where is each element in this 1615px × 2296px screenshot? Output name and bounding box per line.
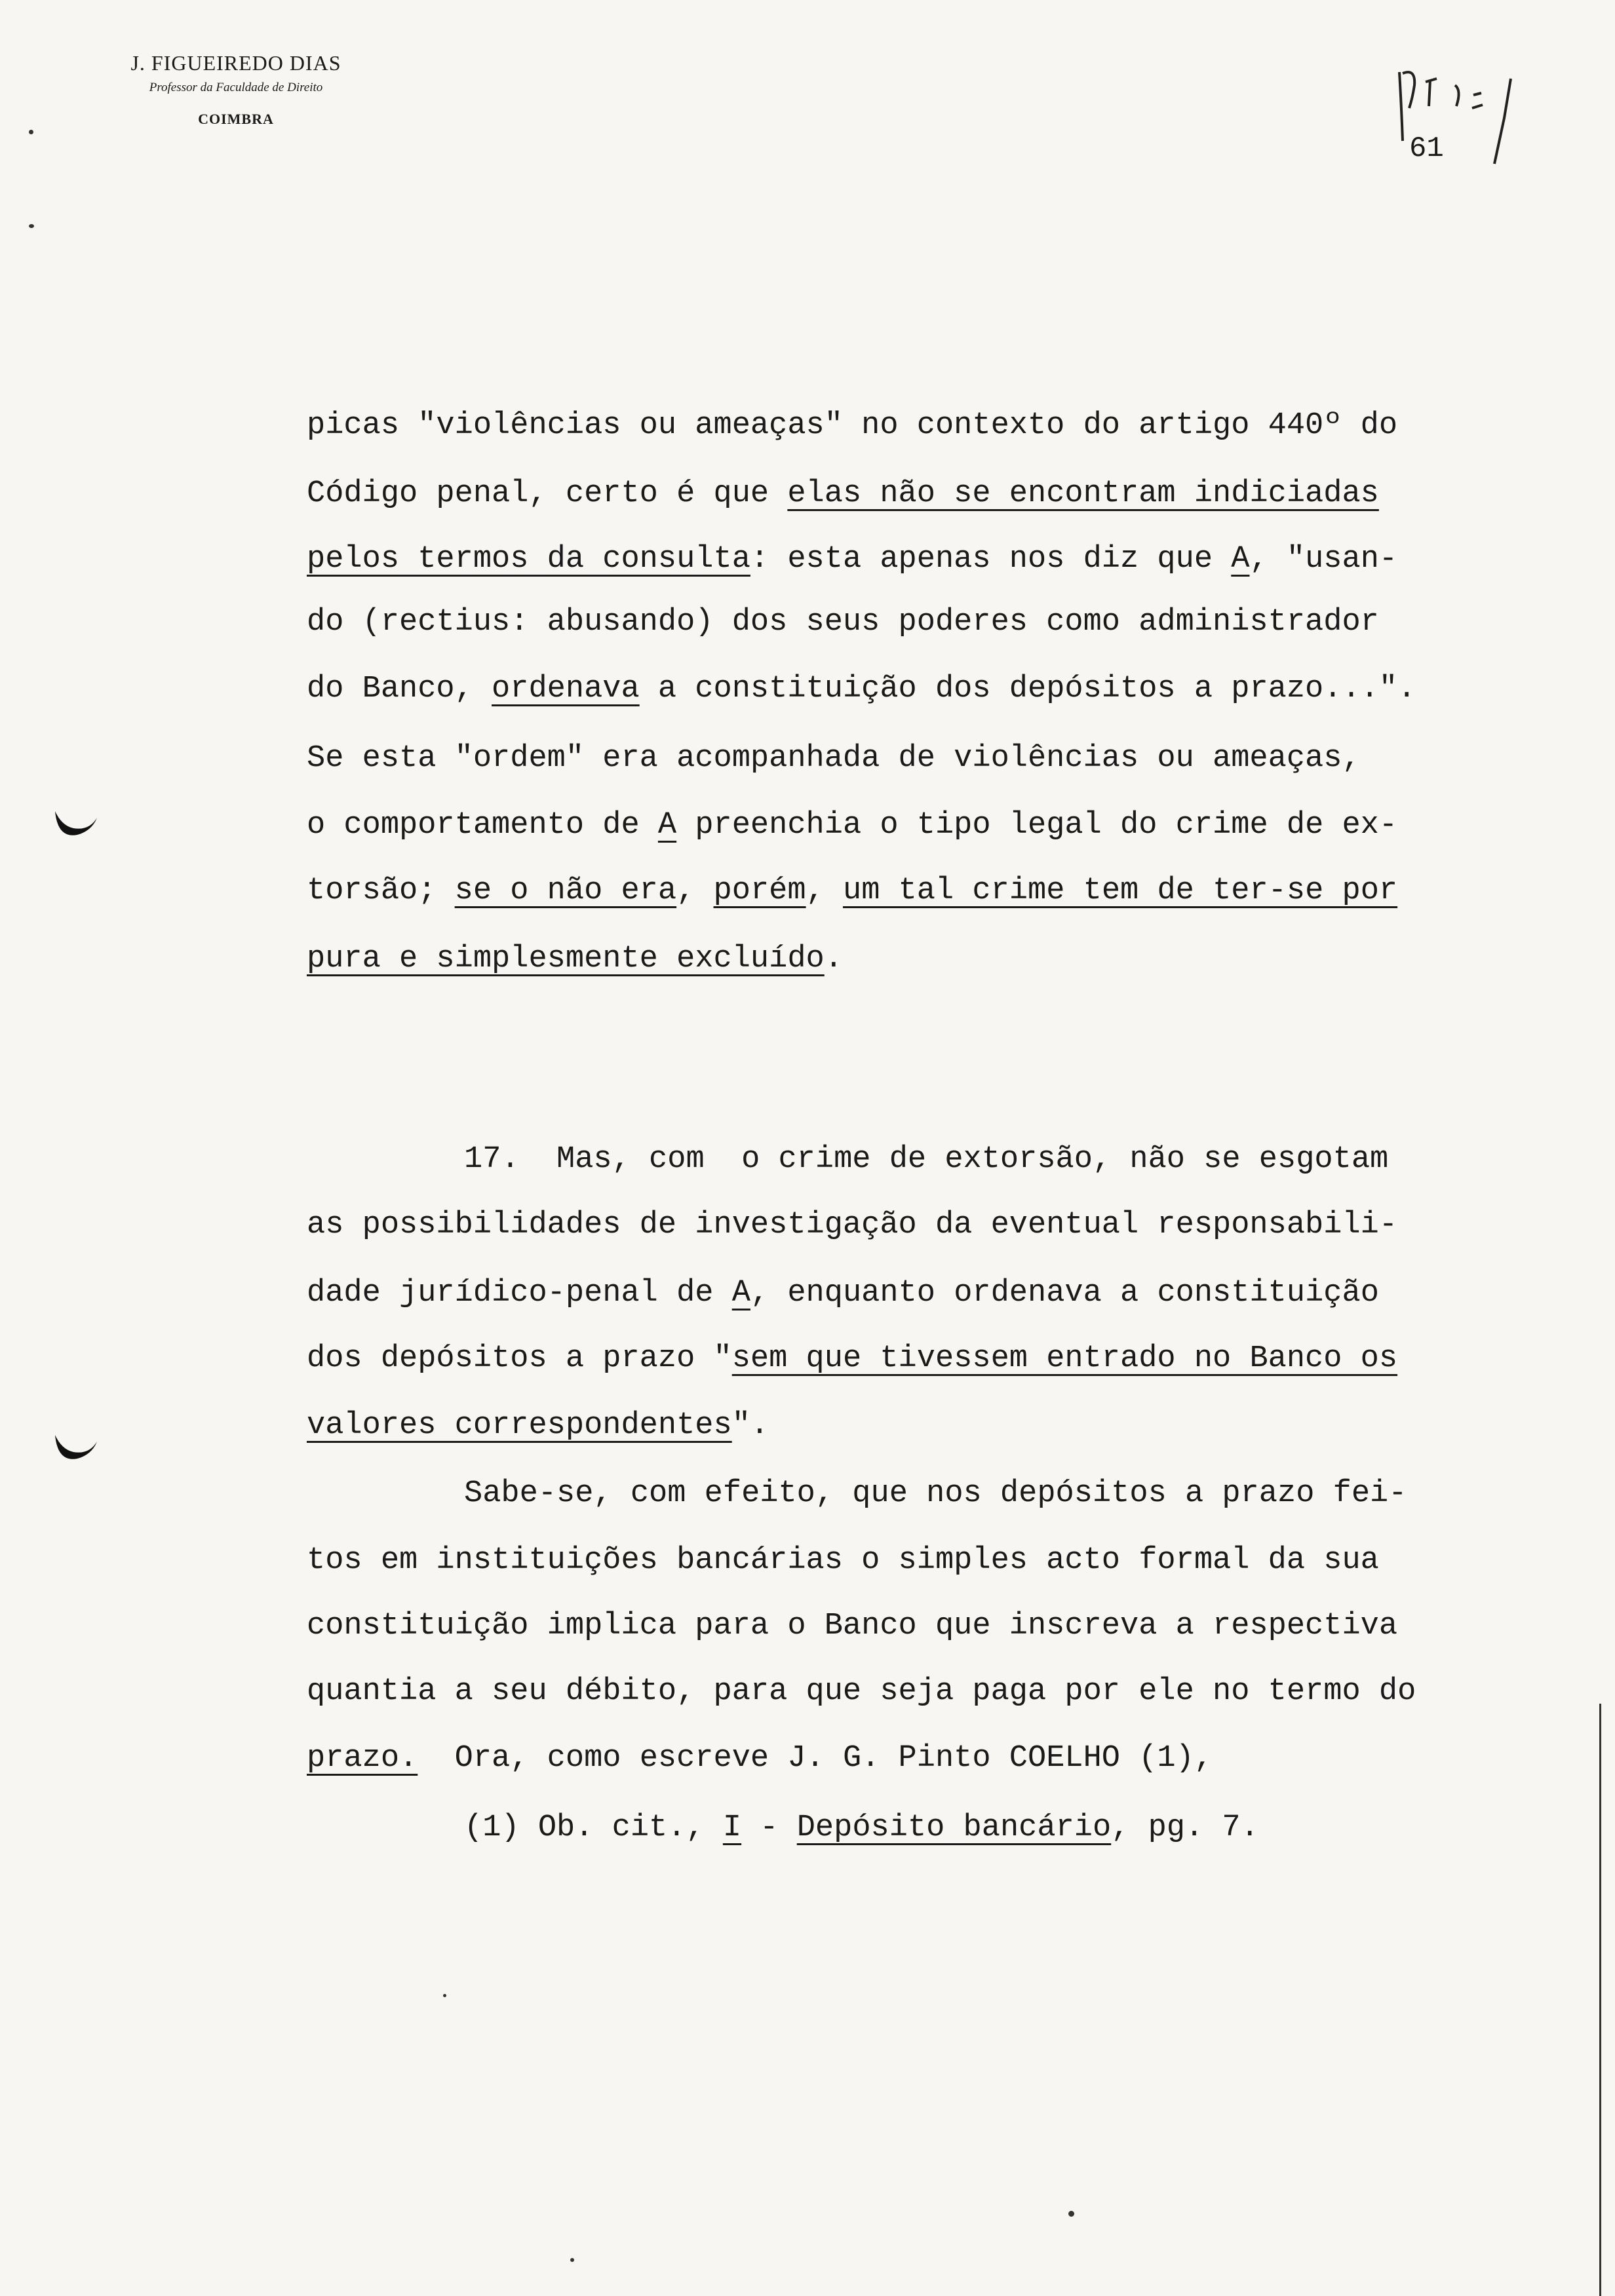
text-line: picas "violências ou ameaças" no contexto do artigo 440º do — [307, 408, 1398, 443]
text-line: valores correspondentes". — [307, 1408, 769, 1443]
text-line: Sabe-se, com efeito, que nos depósitos a prazo fei- — [464, 1476, 1407, 1511]
letterhead — [66, 51, 406, 128]
footnote: (1) Ob. cit., I - Depósito bancário, pg. 7. — [464, 1810, 1259, 1845]
letterhead-title: Professor da Faculdade de Direito — [149, 81, 323, 94]
speck — [443, 1994, 446, 1997]
text-line: Se esta "ordem" era acompanhada de violências ou ameaças, — [307, 741, 1361, 776]
text-line: dade jurídico-penal de A, enquanto ordenava a constituição — [307, 1276, 1379, 1311]
letterhead-city: COIMBRA — [198, 111, 274, 127]
speck — [29, 130, 33, 134]
punch-hole-mark — [51, 1430, 104, 1469]
text-line: torsão; se o não era, porém, um tal crime tem de ter-se por — [307, 873, 1398, 908]
page-number: 61 — [1409, 132, 1444, 165]
text-line: pelos termos da consulta: esta apenas nos diz que A, "usan- — [307, 542, 1398, 577]
text-line: constituição implica para o Banco que inscreva a respectiva — [307, 1609, 1398, 1643]
text-line: dos depósitos a prazo "sem que tivessem entrado no Banco os — [307, 1341, 1398, 1376]
text-line: do Banco, ordenava a constituição dos depósitos a prazo...". — [307, 672, 1416, 706]
text-line: 17. Mas, com o crime de extorsão, não se esgotam — [464, 1142, 1389, 1177]
text-line: prazo. Ora, como escreve J. G. Pinto COELHO (1), — [307, 1741, 1213, 1776]
text-line: do (rectius: abusando) dos seus poderes como administrador — [307, 605, 1379, 640]
text-line: quantia a seu débito, para que seja paga por ele no termo do — [307, 1674, 1416, 1709]
speck — [570, 2258, 574, 2262]
text-line: tos em instituições bancárias o simples acto formal da sua — [307, 1543, 1379, 1578]
speck — [29, 224, 34, 228]
handwritten-folio-mark — [1376, 59, 1547, 170]
text-line: pura e simplesmente excluído. — [307, 942, 843, 976]
letterhead-name: J. FIGUEIREDO DIAS — [130, 51, 341, 75]
text-line: as possibilidades de investigação da eventual responsabili- — [307, 1208, 1398, 1242]
page-edge-line — [1599, 1704, 1601, 2296]
text-line: Código penal, certo é que elas não se encontram indiciadas — [307, 476, 1379, 511]
punch-hole-mark — [51, 806, 104, 845]
text-line: o comportamento de A preenchia o tipo legal do crime de ex- — [307, 808, 1398, 843]
speck — [1068, 2211, 1074, 2217]
